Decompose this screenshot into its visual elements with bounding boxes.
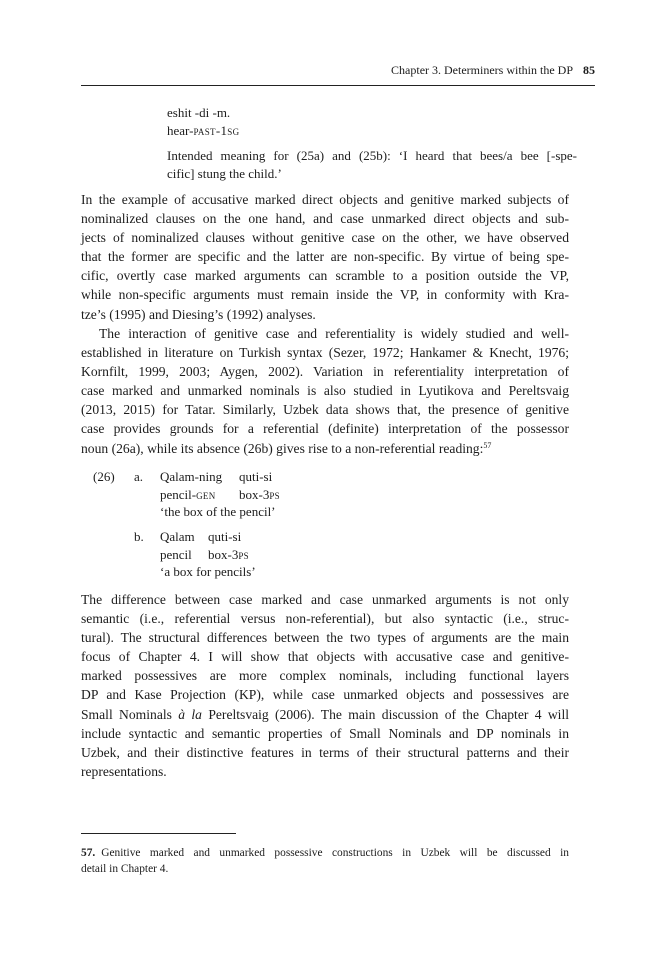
gloss-1: pencil xyxy=(160,546,192,562)
text-line: marked possessives are more complex nominals, including functional layers xyxy=(81,668,569,684)
example-a-label: a. xyxy=(134,469,144,484)
page-number: 85 xyxy=(583,63,595,77)
example-26b-words xyxy=(160,528,460,546)
paragraph-2 xyxy=(81,324,569,458)
text-line: case marked and unmarked nominals is also studied in Lyutikova and Pereltsvaig xyxy=(81,383,569,399)
gloss-2-plain: box-3 xyxy=(239,486,270,502)
intended-line-2: cific] stung the child.’ xyxy=(167,165,282,181)
gloss-small-caps: past-1sg xyxy=(193,122,240,138)
footnote-line-1 xyxy=(81,845,569,861)
text-line: semantic (i.e., referential versus non-referential), but also syntactic (i.e., struc- xyxy=(81,611,569,627)
gloss-word-line: eshit -di -m. xyxy=(167,105,231,120)
gloss-1-plain: pencil- xyxy=(160,486,197,502)
text-before: Small Nominals xyxy=(81,706,179,722)
text-line: DP and Kase Projection (KP), while case unmarked objects and possessives are xyxy=(81,687,569,703)
example-25-continuation xyxy=(167,104,577,182)
text-line: case provides grounds for a referential (definite) interpretation of the possessor xyxy=(81,421,569,437)
header-rule xyxy=(81,85,595,86)
gloss-plain: hear- xyxy=(167,122,194,138)
example-26b xyxy=(160,528,460,581)
paragraph-3 xyxy=(81,590,569,781)
text-line xyxy=(81,705,569,724)
last-line-text: noun (26a), while its absence (26b) gives rise to a non-referential reading: xyxy=(81,440,484,456)
intended-line-1: Intended meaning for (25a) and (25b): ‘I heard that bees/a bee [-spe- xyxy=(167,148,577,163)
text-line: established in literature on Turkish syntax (Sezer, 1972; Hankamer & Knecht, 1976; xyxy=(81,345,569,361)
text-line: Kornfilt, 1999, 2003; Aygen, 2002). Variation in referentiality interpretation of xyxy=(81,364,569,380)
footnote-rule xyxy=(81,833,236,834)
text-line: cific, overtly case marked arguments can scramble to a position outside the VP, xyxy=(81,268,569,284)
word-2: quti-si xyxy=(239,469,273,484)
text-line: while non-specific arguments must remain inside the VP, in conformity with Kra- xyxy=(81,287,569,303)
footnote-reference[interactable]: 57 xyxy=(483,440,492,450)
italic-phrase: à la xyxy=(178,706,202,722)
running-header xyxy=(81,62,595,78)
text-line: include syntactic and semantic properties of Small Nominals and DP nominals in xyxy=(81,725,569,741)
text-line xyxy=(81,439,569,458)
example-number: (26) xyxy=(93,469,115,484)
running-title: Chapter 3. Determiners within the DP xyxy=(391,63,573,77)
text-line: In the example of accusative marked direct objects and genitive marked subjects of xyxy=(81,192,569,207)
text-line: tze’s (1995) and Diesing’s (1992) analyses. xyxy=(81,306,316,322)
text-line: focus of Chapter 4. I will show that objects with accusative case and genitive- xyxy=(81,649,569,665)
example-26a-gloss xyxy=(160,486,460,504)
text-line: Uzbek, and their distinctive features in terms of their structural patterns and their xyxy=(81,744,569,760)
text-line: nominalized clauses on the one hand, and case unmarked direct objects and sub- xyxy=(81,211,569,227)
intended-meaning xyxy=(167,147,577,182)
word-2: quti-si xyxy=(208,529,242,544)
example-26a-translation: ‘the box of the pencil’ xyxy=(160,504,276,519)
gloss-2-sc: ps xyxy=(238,546,249,562)
footnote-text-1: Genitive marked and unmarked possessive constructions in Uzbek will be discussed in xyxy=(101,847,569,859)
footnote-line-2: detail in Chapter 4. xyxy=(81,863,169,875)
text-line: The difference between case marked and case unmarked arguments is not only xyxy=(81,592,569,607)
text-line: representations. xyxy=(81,763,167,779)
gloss-1 xyxy=(160,486,239,504)
example-b-label: b. xyxy=(134,529,144,544)
gloss-2-sc: ps xyxy=(269,486,280,502)
text-line: The interaction of genitive case and referentiality is widely studied and well- xyxy=(99,326,569,341)
example-26a xyxy=(160,468,460,521)
gloss-2 xyxy=(208,547,249,562)
word-1: Qalam-ning xyxy=(160,469,223,484)
text-line: that the former are specific and the latter are non-specific. By virtue of being spe- xyxy=(81,249,569,265)
word-1: Qalam xyxy=(160,529,195,544)
example-26a-words xyxy=(160,468,460,486)
gloss-morph-line xyxy=(167,122,577,140)
text-line: (2013, 2015) for Tatar. Similarly, Uzbek data shows that, the presence of genitive xyxy=(81,402,569,418)
footnote-number: 57. xyxy=(81,847,96,859)
gloss-2-plain: box-3 xyxy=(208,546,239,562)
text-line: jects of nominalized clauses without genitive case on the other, we have observed xyxy=(81,230,569,246)
paragraph-1 xyxy=(81,190,569,324)
gloss-1-sc: gen xyxy=(196,486,216,502)
text-line: tural). The structural differences between the two types of arguments are the main xyxy=(81,630,569,646)
example-26b-gloss xyxy=(160,546,460,564)
example-26b-translation: ‘a box for pencils’ xyxy=(160,564,256,579)
footnote-57 xyxy=(81,845,569,877)
gloss-2 xyxy=(239,487,280,502)
text-after: Pereltsvaig (2006). The main discussion of the Chapter 4 will xyxy=(201,706,569,722)
